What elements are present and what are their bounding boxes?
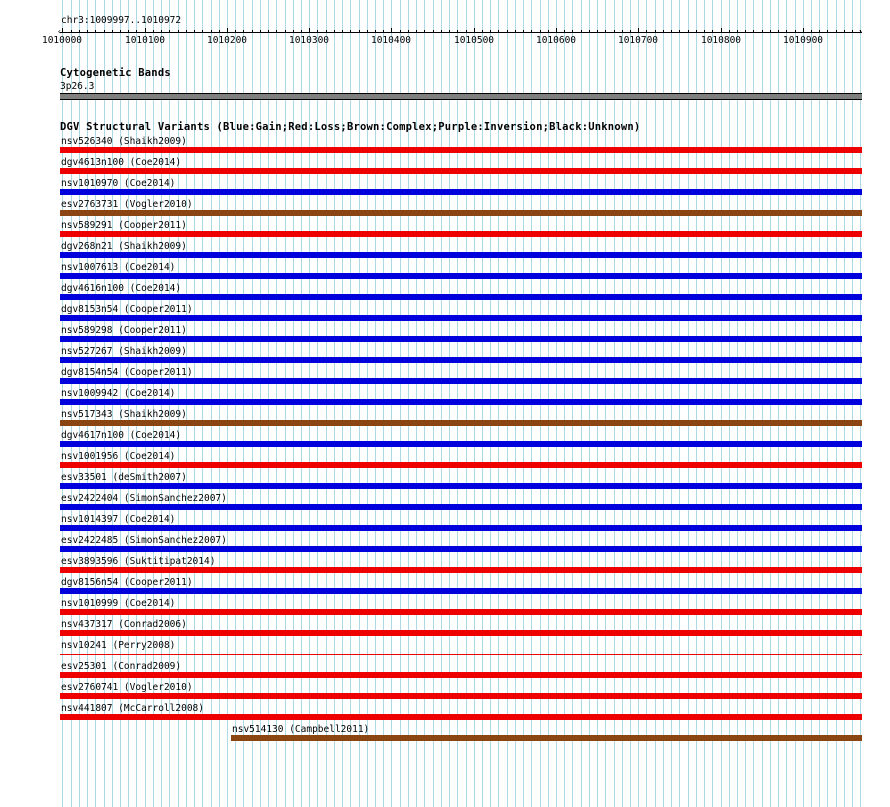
- ruler-minor-tick: [795, 30, 796, 33]
- ruler-minor-tick: [753, 30, 754, 33]
- dgv-feature-bar-loss[interactable]: [60, 168, 862, 174]
- dgv-feature-label: dgv4613n100 (Coe2014): [61, 157, 182, 168]
- ruler-minor-tick: [235, 30, 236, 33]
- ruler-tick-label: 1010700: [617, 35, 659, 46]
- dgv-feature-label: nsv589291 (Cooper2011): [61, 220, 187, 231]
- ruler-minor-tick: [301, 30, 302, 33]
- ruler-minor-tick: [342, 30, 343, 33]
- ruler-minor-tick: [762, 30, 763, 33]
- ruler-minor-tick: [87, 30, 88, 33]
- ruler-minor-tick: [408, 30, 409, 33]
- ruler-minor-tick: [367, 30, 368, 33]
- dgv-feature-label: nsv1010970 (Coe2014): [61, 178, 176, 189]
- ruler-minor-tick: [688, 30, 689, 33]
- ruler-minor-tick: [416, 30, 417, 33]
- dgv-feature-bar-gain[interactable]: [60, 378, 862, 384]
- ruler-minor-tick: [285, 30, 286, 33]
- dgv-feature-label: nsv1014397 (Coe2014): [61, 514, 176, 525]
- dgv-feature-bar-gain[interactable]: [60, 336, 862, 342]
- dgv-feature-bar-loss[interactable]: [60, 231, 862, 237]
- dgv-feature-bar-loss[interactable]: [60, 147, 862, 153]
- position-label: chr3:1009997..1010972: [61, 15, 182, 26]
- ruler-minor-tick: [696, 30, 697, 33]
- dgv-feature-bar-loss[interactable]: [60, 672, 862, 678]
- ruler-tick: [556, 28, 557, 33]
- dgv-feature-bar-loss[interactable]: [60, 630, 862, 636]
- ruler-minor-tick: [827, 30, 828, 33]
- dgv-feature-label: dgv8156n54 (Cooper2011): [61, 577, 193, 588]
- ruler-minor-tick: [548, 30, 549, 33]
- ruler-minor-tick: [375, 30, 376, 33]
- ruler-minor-tick: [153, 30, 154, 33]
- ruler-minor-tick: [589, 30, 590, 33]
- ruler-left-arrow-icon: ‹: [57, 27, 62, 36]
- dgv-feature-label: dgv8153n54 (Cooper2011): [61, 304, 193, 315]
- ruler-minor-tick: [482, 30, 483, 33]
- dgv-feature-bar-gain[interactable]: [60, 525, 862, 531]
- ruler-minor-tick: [112, 30, 113, 33]
- dgv-feature-bar-gain[interactable]: [60, 189, 862, 195]
- ruler-minor-tick: [457, 30, 458, 33]
- ruler-minor-tick: [745, 30, 746, 33]
- ruler-minor-tick: [671, 30, 672, 33]
- ruler-tick-label: 1010400: [370, 35, 412, 46]
- ruler-minor-tick: [515, 30, 516, 33]
- dgv-feature-bar-loss[interactable]: [60, 462, 862, 468]
- ruler-minor-tick: [729, 30, 730, 33]
- dgv-feature-label: esv33501 (deSmith2007): [61, 472, 187, 483]
- dgv-feature-label: dgv4616n100 (Coe2014): [61, 283, 182, 294]
- dgv-feature-bar-gain[interactable]: [60, 315, 862, 321]
- ruler-minor-tick: [507, 30, 508, 33]
- ruler-minor-tick: [605, 30, 606, 33]
- ruler-minor-tick: [836, 30, 837, 33]
- ruler-tick-label: 1010200: [206, 35, 248, 46]
- ruler-minor-tick: [498, 30, 499, 33]
- ruler-minor-tick: [252, 30, 253, 33]
- dgv-feature-bar-loss[interactable]: [60, 714, 862, 720]
- dgv-feature-label: esv2760741 (Vogler2010): [61, 682, 193, 693]
- ruler-minor-tick: [581, 30, 582, 33]
- ruler-tick-label: 1010600: [535, 35, 577, 46]
- ruler-minor-tick: [540, 30, 541, 33]
- dgv-feature-label: nsv437317 (Conrad2006): [61, 619, 187, 630]
- ruler-minor-tick: [350, 30, 351, 33]
- ruler-tick-label: 1010300: [288, 35, 330, 46]
- dgv-feature-bar-gain[interactable]: [60, 252, 862, 258]
- ruler-minor-tick: [104, 30, 105, 33]
- ruler-minor-tick: [679, 30, 680, 33]
- dgv-feature-bar-complex[interactable]: [60, 210, 862, 216]
- dgv-feature-label: esv2422485 (SimonSanchez2007): [61, 535, 227, 546]
- ruler-minor-tick: [614, 30, 615, 33]
- dgv-feature-bar-loss[interactable]: [60, 609, 862, 615]
- ruler-minor-tick: [293, 30, 294, 33]
- dgv-feature-bar-gain[interactable]: [60, 294, 862, 300]
- ruler-tick: [227, 28, 228, 33]
- ruler-tick-label: 1010100: [124, 35, 166, 46]
- dgv-feature-bar-gain[interactable]: [60, 399, 862, 405]
- cytoband-label: 3p26.3: [60, 81, 95, 92]
- dgv-feature-bar-gain[interactable]: [60, 546, 862, 552]
- ruler-minor-tick: [490, 30, 491, 33]
- dgv-feature-label: nsv1010999 (Coe2014): [61, 598, 176, 609]
- cytoband-3p26-3[interactable]: [60, 93, 862, 100]
- dgv-feature-label: esv25301 (Conrad2009): [61, 661, 182, 672]
- dgv-feature-bar-gain[interactable]: [60, 357, 862, 363]
- ruler-axis: [60, 32, 862, 33]
- dgv-feature-bar-gain[interactable]: [60, 588, 862, 594]
- dgv-feature-bar-gain[interactable]: [60, 273, 862, 279]
- dgv-feature-bar-gain[interactable]: [60, 441, 862, 447]
- ruler-tick: [309, 28, 310, 33]
- ruler-minor-tick: [202, 30, 203, 33]
- ruler-minor-tick: [219, 30, 220, 33]
- ruler-minor-tick: [655, 30, 656, 33]
- ruler-minor-tick: [737, 30, 738, 33]
- ruler-minor-tick: [572, 30, 573, 33]
- ruler-minor-tick: [383, 30, 384, 33]
- ruler-tick: [803, 28, 804, 33]
- dgv-track-title: DGV Structural Variants (Blue:Gain;Red:Loss;Brown:Complex;Purple:Inversion;Black:Unknown): [60, 121, 641, 133]
- ruler-minor-tick: [441, 30, 442, 33]
- ruler-minor-tick: [120, 30, 121, 33]
- ruler-tick: [62, 28, 63, 33]
- ruler-tick: [474, 28, 475, 33]
- ruler-minor-tick: [359, 30, 360, 33]
- ruler-tick: [721, 28, 722, 33]
- dgv-feature-label: esv3893596 (Suktitipat2014): [61, 556, 216, 567]
- ruler-minor-tick: [128, 30, 129, 33]
- ruler-minor-tick: [597, 30, 598, 33]
- ruler-minor-tick: [852, 30, 853, 33]
- ruler-minor-tick: [260, 30, 261, 33]
- ruler-minor-tick: [334, 30, 335, 33]
- ruler-tick-label: 1010500: [453, 35, 495, 46]
- ruler-minor-tick: [712, 30, 713, 33]
- ruler-minor-tick: [564, 30, 565, 33]
- ruler-minor-tick: [178, 30, 179, 33]
- ruler-minor-tick: [424, 30, 425, 33]
- ruler-minor-tick: [811, 30, 812, 33]
- dgv-feature-label: nsv1001956 (Coe2014): [61, 451, 176, 462]
- ruler-tick-label: 1010800: [700, 35, 742, 46]
- dgv-feature-label: nsv526340 (Shaikh2009): [61, 136, 187, 147]
- ruler-minor-tick: [136, 30, 137, 33]
- ruler-tick: [638, 28, 639, 33]
- ruler-minor-tick: [646, 30, 647, 33]
- ruler-minor-tick: [317, 30, 318, 33]
- dgv-feature-label: nsv441807 (McCarroll2008): [61, 703, 204, 714]
- ruler-minor-tick: [243, 30, 244, 33]
- dgv-feature-bar-loss[interactable]: [60, 693, 862, 699]
- ruler-minor-tick: [622, 30, 623, 33]
- dgv-feature-bar-gain[interactable]: [60, 483, 862, 489]
- ruler-minor-tick: [630, 30, 631, 33]
- dgv-feature-label: esv2763731 (Vogler2010): [61, 199, 193, 210]
- dgv-feature-label: esv2422404 (SimonSanchez2007): [61, 493, 227, 504]
- ruler-right-arrow-icon: ›: [858, 27, 863, 36]
- dgv-feature-label: nsv514130 (Campbell2011): [232, 724, 370, 735]
- ruler-minor-tick: [819, 30, 820, 33]
- ruler-minor-tick: [778, 30, 779, 33]
- ruler-minor-tick: [449, 30, 450, 33]
- ruler-minor-tick: [704, 30, 705, 33]
- ruler-minor-tick: [194, 30, 195, 33]
- dgv-feature-label: nsv527267 (Shaikh2009): [61, 346, 187, 357]
- ruler-minor-tick: [95, 30, 96, 33]
- ruler-minor-tick: [400, 30, 401, 33]
- ruler-minor-tick: [326, 30, 327, 33]
- ruler-minor-tick: [211, 30, 212, 33]
- ruler-minor-tick: [663, 30, 664, 33]
- dgv-feature-bar-loss[interactable]: [60, 654, 862, 655]
- ruler-tick: [391, 28, 392, 33]
- dgv-feature-bar-complex[interactable]: [60, 420, 862, 426]
- dgv-feature-label: nsv10241 (Perry2008): [61, 640, 176, 651]
- ruler-minor-tick: [786, 30, 787, 33]
- dgv-feature-bar-gain[interactable]: [60, 504, 862, 510]
- dgv-feature-label: nsv517343 (Shaikh2009): [61, 409, 187, 420]
- ruler-tick-label: 1010000: [41, 35, 83, 46]
- ruler-minor-tick: [844, 30, 845, 33]
- ruler-minor-tick: [276, 30, 277, 33]
- ruler-minor-tick: [161, 30, 162, 33]
- ruler-minor-tick: [169, 30, 170, 33]
- dgv-feature-label: dgv268n21 (Shaikh2009): [61, 241, 187, 252]
- dgv-feature-bar-complex[interactable]: [231, 735, 862, 741]
- dgv-feature-label: nsv1007613 (Coe2014): [61, 262, 176, 273]
- ruler-minor-tick: [531, 30, 532, 33]
- ruler-minor-tick: [268, 30, 269, 33]
- ruler-tick-label: 1010900: [782, 35, 824, 46]
- ruler-minor-tick: [770, 30, 771, 33]
- dgv-feature-label: dgv8154n54 (Cooper2011): [61, 367, 193, 378]
- cytoband-track-title: Cytogenetic Bands: [60, 67, 171, 79]
- ruler-minor-tick: [433, 30, 434, 33]
- ruler-minor-tick: [79, 30, 80, 33]
- dgv-feature-label: nsv589298 (Cooper2011): [61, 325, 187, 336]
- dgv-feature-bar-loss[interactable]: [60, 567, 862, 573]
- dgv-feature-label: nsv1009942 (Coe2014): [61, 388, 176, 399]
- ruler-minor-tick: [71, 30, 72, 33]
- ruler-tick: [145, 28, 146, 33]
- dgv-feature-label: dgv4617n100 (Coe2014): [61, 430, 182, 441]
- ruler-minor-tick: [186, 30, 187, 33]
- ruler-minor-tick: [466, 30, 467, 33]
- ruler-minor-tick: [523, 30, 524, 33]
